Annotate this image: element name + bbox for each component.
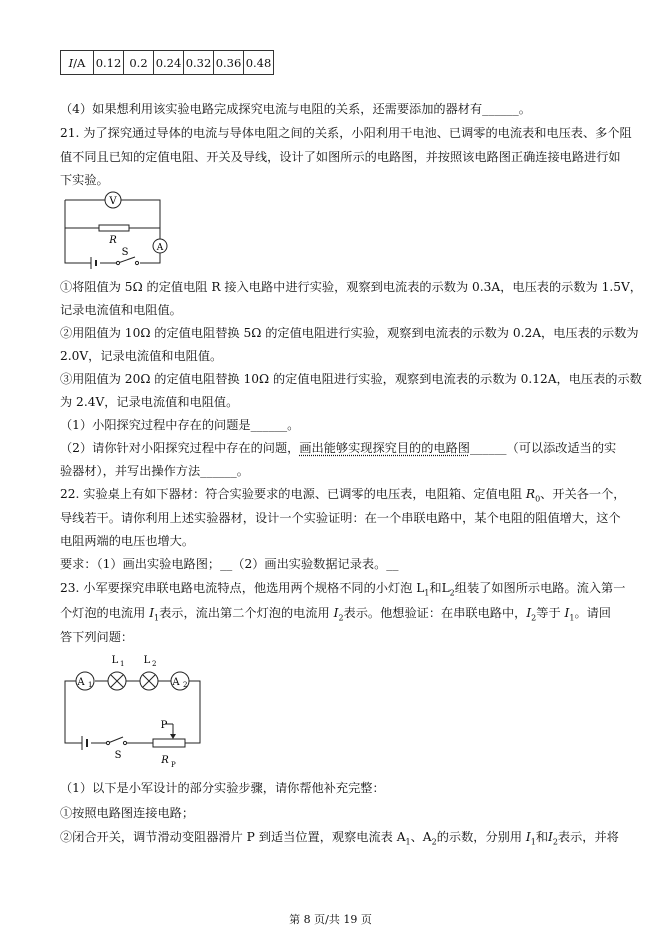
q23-line3: 答下列问题： [60, 630, 134, 644]
q23-line2-a: 个灯泡的电流用 [60, 606, 150, 620]
lamp2-label: L [143, 655, 151, 666]
q21-sub2-line1 [60, 440, 616, 457]
table-row [61, 51, 274, 75]
q23-line2 [60, 605, 611, 626]
q21-sub1: （1）小阳探究过程中存在的问题是______。 [60, 418, 300, 432]
voltmeter-label: V [109, 196, 117, 207]
q23-circuit-diagram [55, 648, 215, 773]
current-table [60, 50, 274, 75]
q23-l2-sub: 2 [449, 588, 455, 598]
q23-i2b: I [526, 606, 532, 620]
slider-p-label: P [160, 720, 168, 731]
q22-line1 [60, 486, 625, 507]
q22-line3: 电阻两端的电压也增大。 [60, 534, 195, 548]
q21-sub2-line2: 验器材），并写出操作方法______。 [60, 464, 249, 478]
table-cell: 0.32 [184, 51, 214, 75]
q23-step2-a: ②闭合开关，调节滑动变阻器滑片 P 到适当位置，观察电流表 [60, 830, 397, 844]
q23-step2-b: 的示数，分别用 [436, 830, 526, 844]
q23-step2-a2: A [422, 830, 432, 844]
rheostat-sub: P [171, 761, 176, 769]
q21-intro-line2: 值不同且已知的定值电阻、开关及导线，设计了如图所示的电路图，并按照该电路图正确连接电路进行如 [60, 150, 621, 164]
q22-r0: R [525, 487, 536, 501]
q23-i1b: I [564, 606, 570, 620]
q23-i1: I [149, 606, 155, 620]
q21-step3-line2: 为 2.4V，记录电流值和电阻值。 [60, 395, 239, 409]
table-cell: 0.48 [244, 51, 274, 75]
q23-i2b-sub: 2 [531, 613, 537, 623]
ammeter2-label: A [172, 677, 180, 688]
q21-circuit-diagram [55, 190, 185, 270]
q23-and: 和 [429, 581, 442, 595]
q23-step1: ①按照电路图连接电路； [60, 806, 195, 820]
q23-step2 [60, 829, 619, 850]
lamp1-label: L [111, 655, 119, 666]
q21-sub2-emphasis: 画出能够实现探究目的的电路图 [299, 441, 470, 455]
q23-sub1: （1）以下是小军设计的部分实验步骤，请你帮他补充完整： [60, 781, 385, 795]
ammeter1-sub: 1 [88, 681, 93, 689]
q21-sub2-a: （2）请你针对小阳探究过程中存在的问题， [60, 441, 300, 455]
table-cell: 0.24 [154, 51, 184, 75]
q22-line2: 导线若干。请你利用上述实验器材，设计一个实验证明：在一个串联电路中，某个电阻的阻值增大，这个 [60, 511, 621, 525]
switch-label: S [121, 247, 129, 258]
switch-label: S [114, 750, 122, 761]
q23-step2-and: 和 [535, 830, 548, 844]
q20-part4: （4）如果想利用该实验电路完成探究电流与电阻的关系，还需要添加的器材有______。 [60, 102, 531, 116]
q23-line2-d: 等于 [536, 606, 565, 620]
q23-i1b-sub: 1 [569, 613, 575, 623]
q23-line2-b: 表示，流出第二个灯泡的电流用 [159, 606, 334, 620]
q23-i2: I [333, 606, 339, 620]
q23-step2-i2: I [548, 830, 553, 844]
page-footer: 第 8 页/共 19 页 [289, 913, 372, 926]
q23-line1-b: 组装了如图所示电路。流入第一 [454, 581, 626, 595]
q22-line1-b: 、开关各一个， [540, 487, 626, 501]
q23-step2-i2-sub: 2 [552, 837, 558, 847]
q23-line2-c: 表示。他想验证：在串联电路中， [343, 606, 527, 620]
q21-sub2-b: ______（可以添改适当的实 [469, 441, 617, 455]
q22-r0-sub: 0 [535, 494, 541, 504]
q23-step2-a2-sub: 2 [431, 837, 437, 847]
q23-step2-a1: A [396, 830, 406, 844]
q21-step2-line1: ②用阻值为 10Ω 的定值电阻替换 5Ω 的定值电阻进行实验，观察到电流表的示数为 0.2A，电压表的示数为 [60, 326, 639, 340]
q21-intro-line1: 21. 为了探究通过导体的电流与导体电阻之间的关系，小阳利用干电池、已调零的电流表和电压表、多个阻 [60, 126, 632, 140]
q21-step1-line2: 记录电流值和电阻值。 [60, 303, 182, 317]
lamp2-sub: 2 [152, 660, 157, 668]
q23-step2-comma: 、 [410, 830, 423, 844]
q22-line1-a: 22. 实验桌上有如下器材：符合实验要求的电源、已调零的电压表，电阻箱、定值电阻 [60, 487, 526, 501]
q23-step2-i1-sub: 1 [530, 837, 536, 847]
ammeter2-sub: 2 [183, 681, 188, 689]
ammeter1-label: A [77, 677, 85, 688]
q23-i2-sub: 2 [338, 613, 344, 623]
q21-step3-line1: ③用阻值为 20Ω 的定值电阻替换 10Ω 的定值电阻进行实验，观察到电流表的示数为 0.12A，电压表的示数 [60, 372, 642, 386]
q23-l2: L [441, 581, 450, 595]
ammeter-label: A [156, 243, 164, 253]
q23-line2-e: 。请回 [574, 606, 611, 620]
lamp1-sub: 1 [120, 660, 125, 668]
q22-line4: 要求：（1）画出实验电路图；__（2）画出实验数据记录表。__ [60, 557, 399, 571]
q23-line1-a: 23. 小军要探究串联电路电流特点，他选用两个规格不同的小灯泡 [60, 581, 417, 595]
q21-intro-line3: 下实验。 [60, 173, 109, 187]
q23-step2-i1: I [525, 830, 531, 844]
q23-step2-c: 表示，并将 [557, 830, 619, 844]
q23-line1 [60, 580, 625, 601]
q23-i1-sub: 1 [154, 613, 160, 623]
rheostat-label: R [161, 755, 169, 766]
q23-l1: L [416, 581, 425, 595]
table-header-cell: I/A [61, 51, 94, 75]
q21-step1-line1: ①将阻值为 5Ω 的定值电阻 R 接入电路中进行实验，观察到电流表的示数为 0.3A，电压表的示数为 1.5V， [60, 280, 642, 294]
q23-step2-a1-sub: 1 [405, 837, 411, 847]
resistor-label: R [109, 235, 117, 246]
table-cell: 0.2 [124, 51, 154, 75]
table-cell: 0.12 [94, 51, 124, 75]
table-cell: 0.36 [214, 51, 244, 75]
q23-l1-sub: 1 [424, 588, 430, 598]
q21-step2-line2: 2.0V，记录电流值和电阻值。 [60, 349, 223, 363]
